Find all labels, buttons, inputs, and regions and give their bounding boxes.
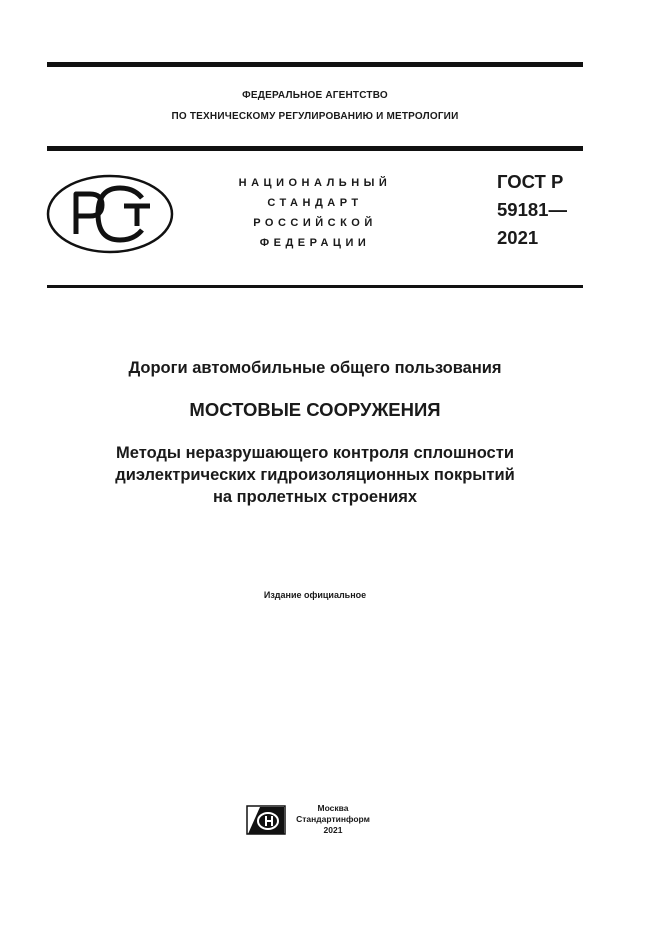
publisher-city: Москва (317, 803, 349, 813)
designation-line-1: ГОСТ Р (497, 171, 564, 192)
edition-label: Издание официальное (263, 590, 367, 600)
publisher-name: Стандартинформ (296, 814, 370, 824)
standard-type-line-4: ФЕДЕРАЦИИ (259, 237, 371, 249)
subtitle-line-3: на пролетных строениях (212, 488, 418, 506)
agency-line-2: ПО ТЕХНИЧЕСКОМУ РЕГУЛИРОВАНИЮ И МЕТРОЛОГИИ (171, 111, 459, 122)
designation-line-3: 2021 (497, 227, 539, 248)
header-bottom-rule (47, 285, 583, 288)
subtitle-line-2: диэлектрических гидроизоляционных покрытий (115, 466, 515, 484)
title-group: Дороги автомобильные общего пользования (128, 359, 502, 377)
gost-r-certification-logo-icon (46, 174, 174, 254)
standard-type-line-1: НАЦИОНАЛЬНЫЙ (238, 177, 392, 189)
standard-designation (497, 168, 567, 252)
standard-type-line-2: СТАНДАРТ (267, 197, 363, 209)
publisher-block (296, 803, 370, 836)
publisher-year: 2021 (323, 825, 343, 835)
subtitle-line-1: Методы неразрушающего контроля сплошности (116, 444, 514, 462)
standard-type-block (205, 173, 425, 253)
standartinform-logo-icon (246, 805, 286, 835)
title-subtitle (47, 442, 583, 508)
header-rule (47, 146, 583, 151)
agency-line-1: ФЕДЕРАЛЬНОЕ АГЕНТСТВО (242, 90, 388, 101)
title-main: МОСТОВЫЕ СООРУЖЕНИЯ (189, 399, 441, 420)
standard-type-line-3: РОССИЙСКОЙ (253, 217, 377, 229)
designation-line-2: 59181— (497, 199, 567, 220)
top-rule (47, 62, 583, 67)
